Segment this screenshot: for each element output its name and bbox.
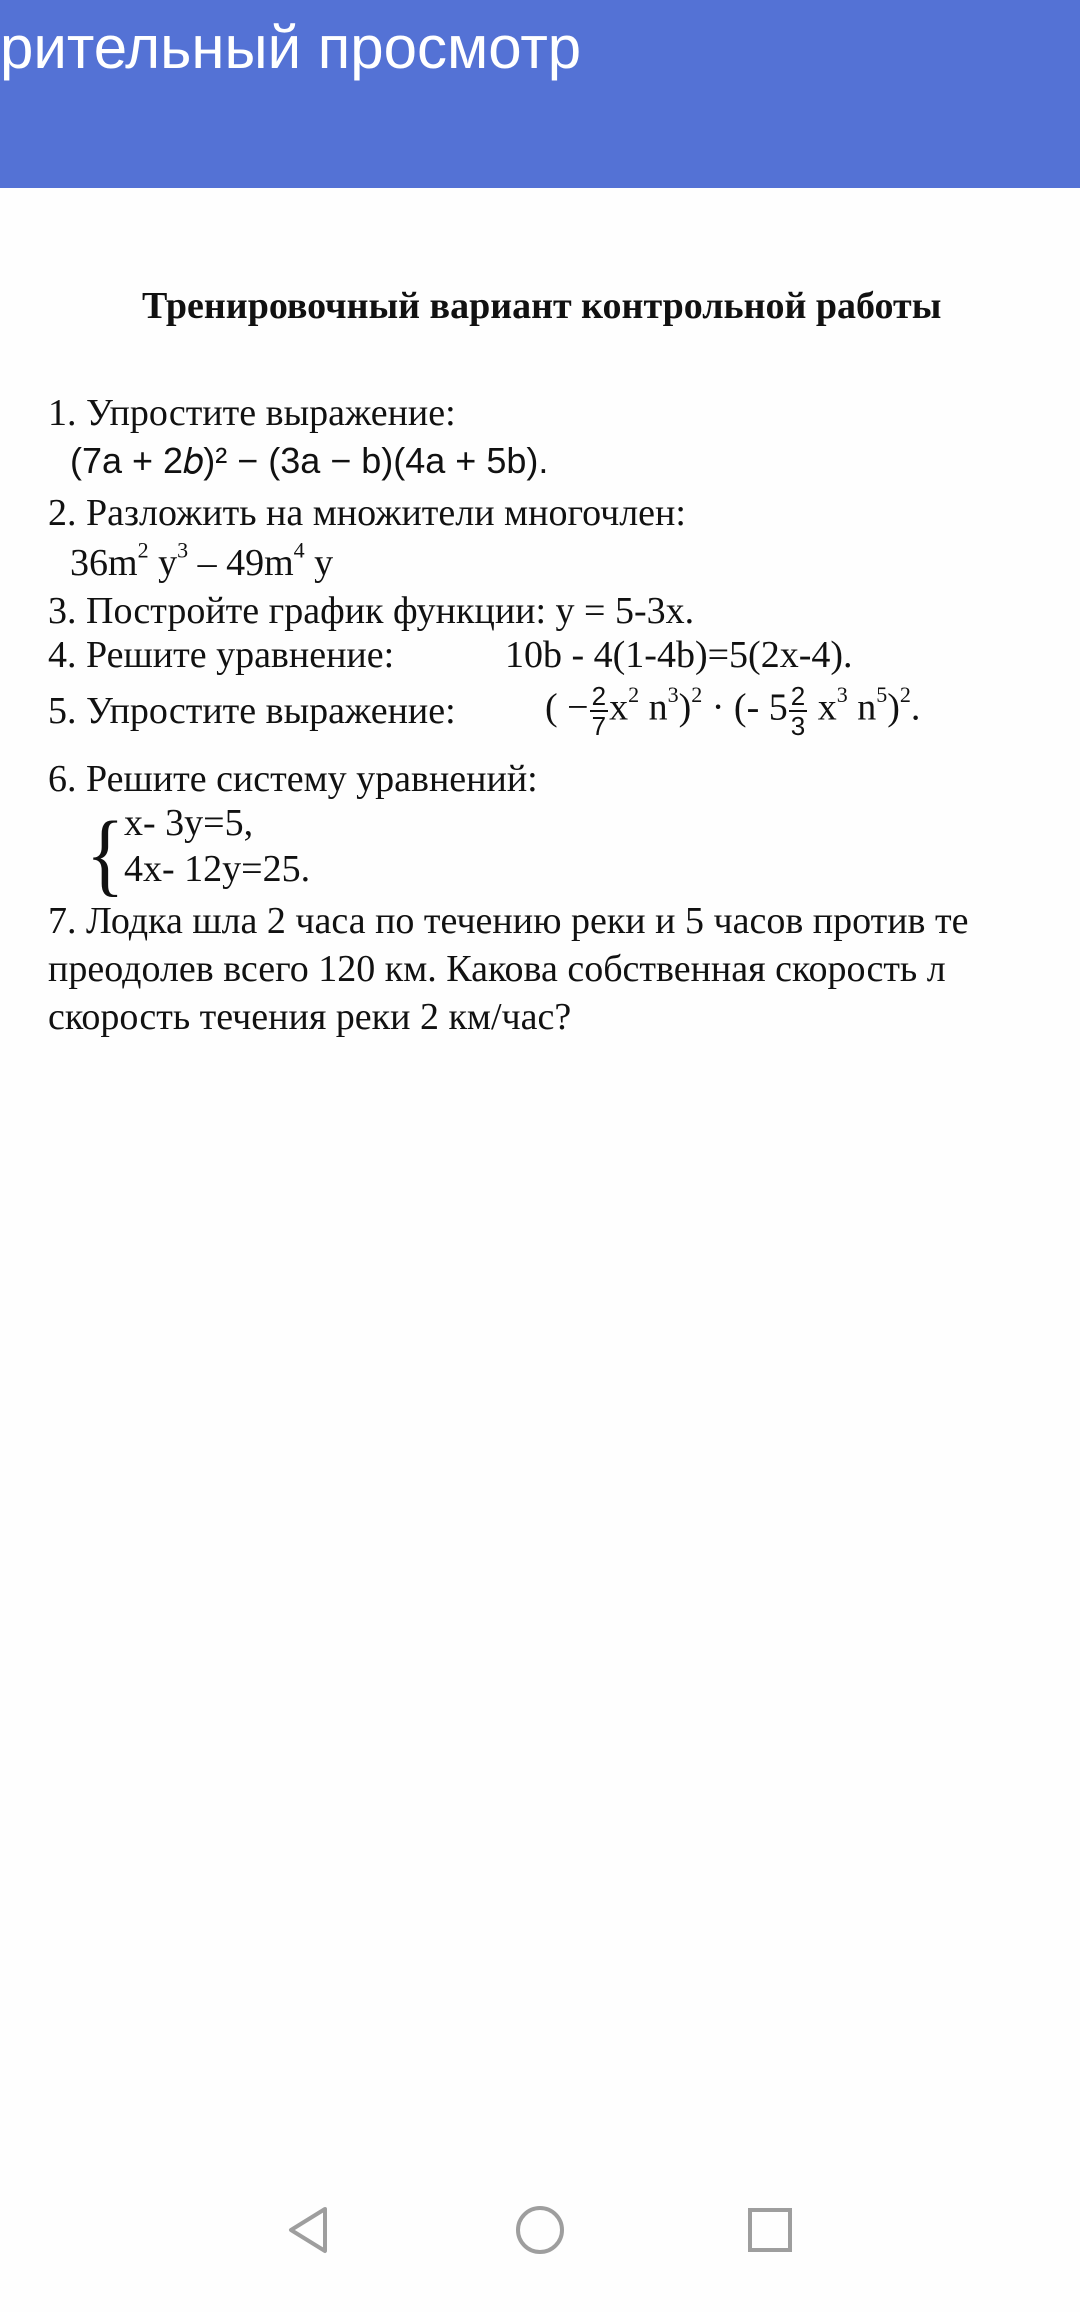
task-5-part: ) xyxy=(678,686,692,729)
fraction xyxy=(590,682,608,740)
task-5-label: 5. Упростите выражение: xyxy=(48,690,456,732)
task-5-part: ) xyxy=(887,686,900,729)
task-4-label: 4. Решите уравнение: xyxy=(48,634,395,676)
task-1-expression: (7a + 2𝑏)² − (3a − b)(4a + 5b). xyxy=(70,440,549,481)
system-navigation-bar xyxy=(0,2148,1080,2312)
app-bar-title: рительный просмотр xyxy=(0,14,582,81)
fraction xyxy=(789,682,807,740)
task-6-equation-2: 4x- 12y=25. xyxy=(124,848,311,890)
triangle-back-icon xyxy=(281,2203,335,2257)
back-button[interactable] xyxy=(238,2148,378,2312)
task-2-expression xyxy=(70,537,334,586)
task-2-exponent: 4 xyxy=(293,537,305,563)
fraction-numerator: 2 xyxy=(790,681,806,711)
task-5-part: x xyxy=(609,686,629,729)
task-5-exponent: 2 xyxy=(691,682,703,708)
task-2-exponent: 3 xyxy=(177,537,189,563)
task-6-label: 6. Решите систему уравнений: xyxy=(48,758,538,800)
task-5-part: . xyxy=(910,686,921,729)
task-5-part: · (- 5 xyxy=(702,686,788,729)
task-5-exponent: 5 xyxy=(876,682,888,708)
task-7-line-1: 7. Лодка шла 2 часа по течению реки и 5 часов против те xyxy=(48,900,969,942)
task-5-exponent: 2 xyxy=(899,682,911,708)
task-5-expression xyxy=(545,682,920,740)
task-2-exponent: 2 xyxy=(137,537,149,563)
task-5-exponent: 3 xyxy=(667,682,679,708)
task-2-term: y xyxy=(148,542,178,584)
document-title: Тренировочный вариант контрольной работы xyxy=(142,285,942,327)
task-2-term: y xyxy=(304,542,334,584)
task-5-part: ( − xyxy=(545,686,589,729)
task-2-term: – 49m xyxy=(188,542,294,584)
recents-button[interactable] xyxy=(700,2148,840,2312)
task-6-equation-1: x- 3y=5, xyxy=(124,802,254,844)
app-bar xyxy=(0,0,1080,188)
task-3: 3. Постройте график функции: y = 5-3x. xyxy=(48,590,695,632)
task-2-term: 36m xyxy=(70,542,138,584)
task-5-part: n xyxy=(639,686,668,729)
square-recents-icon xyxy=(743,2203,797,2257)
document-view[interactable] xyxy=(0,188,1080,2148)
task-7-line-3: скорость течения реки 2 км/час? xyxy=(48,996,572,1038)
task-5-exponent: 2 xyxy=(628,682,640,708)
task-7-line-2: преодолев всего 120 км. Какова собственная скорость л xyxy=(48,948,946,990)
fraction-denominator: 7 xyxy=(591,711,607,741)
system-brace: { xyxy=(86,802,125,905)
task-1-label: 1. Упростите выражение: xyxy=(48,392,456,434)
task-2-label: 2. Разложить на множители многочлен: xyxy=(48,492,686,534)
fraction-numerator: 2 xyxy=(591,681,607,711)
task-5-exponent: 3 xyxy=(836,682,848,708)
task-5-part: x xyxy=(808,686,837,729)
home-button[interactable] xyxy=(470,2148,610,2312)
task-5-part: n xyxy=(847,686,877,729)
fraction-denominator: 3 xyxy=(790,711,806,741)
circle-home-icon xyxy=(513,2203,567,2257)
task-4-equation: 10b - 4(1-4b)=5(2x-4). xyxy=(505,634,853,676)
